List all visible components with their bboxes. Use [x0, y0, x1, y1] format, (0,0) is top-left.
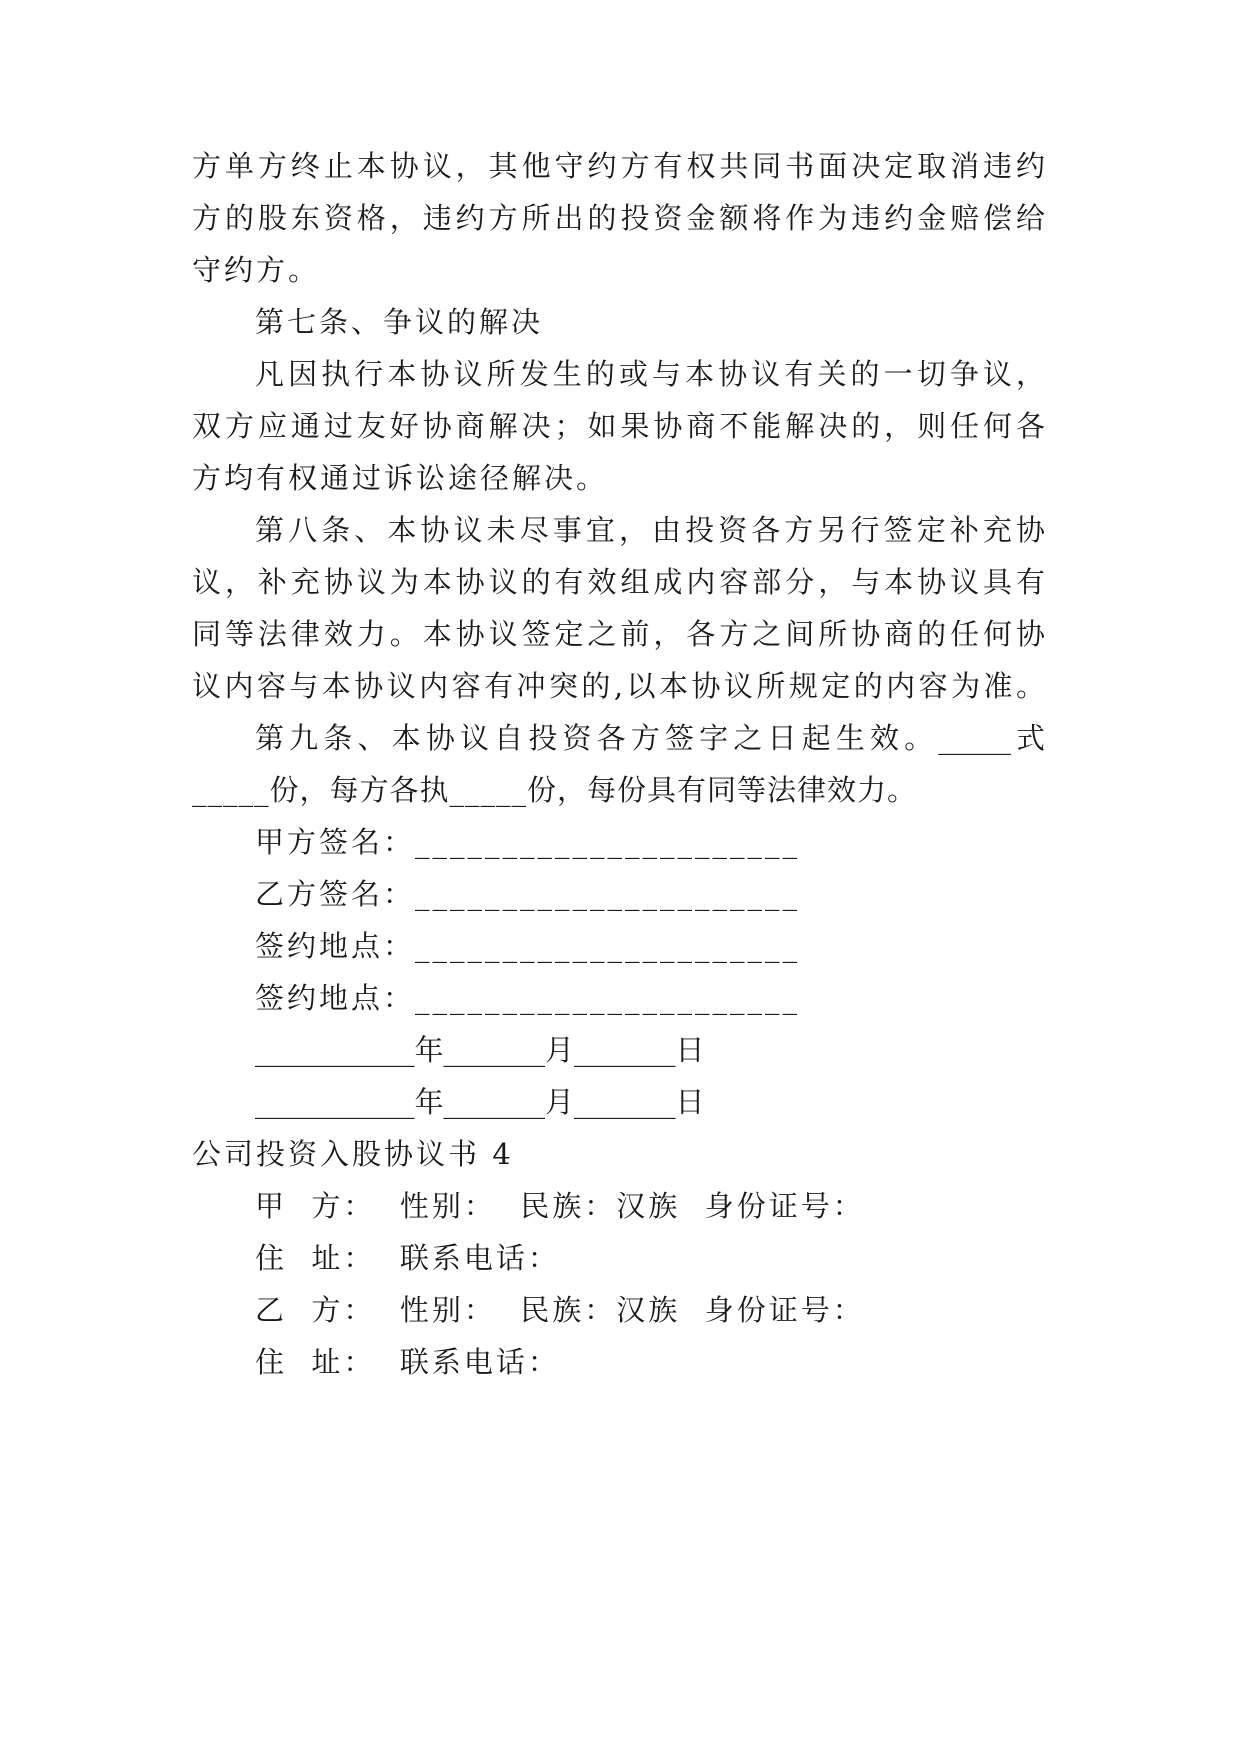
signing-location-line-2: 签约地点：______________________ — [255, 981, 801, 1015]
section-title: 公司投资入股协议书 4 — [192, 1137, 514, 1171]
paragraph-line-1: 方单方终止本协议，其他守约方有权共同书面决定取消违约 — [192, 149, 1045, 183]
signing-location-line-1: 签约地点：______________________ — [255, 929, 801, 963]
article-7-line-3: 方均有权通过诉讼途径解决。 — [192, 461, 609, 495]
article-7-heading: 第七条、争议的解决 — [255, 305, 544, 339]
article-8-line-2: 议，补充协议为本协议的有效组成内容部分，与本协议具有 — [192, 565, 1045, 599]
article-7-line-2: 双方应通过友好协商解决；如果协商不能解决的，则任何各 — [192, 409, 1045, 443]
article-9-line-2: _____份，每方各执_____份，每份具有同等法律效力。 — [192, 773, 918, 807]
article-8-line-1: 第八条、本协议未尽事宜，由投资各方另行签定补充协 — [255, 513, 1045, 547]
article-8-line-4: 议内容与本协议内容有冲突的,以本协议所规定的内容为准。 — [192, 669, 1045, 703]
party-a-address-line: 住 址： 联系电话： — [255, 1241, 560, 1275]
article-8-line-3: 同等法律效力。本协议签定之前，各方之间所协商的任何协 — [192, 617, 1045, 651]
party-b-address-line: 住 址： 联系电话： — [255, 1345, 560, 1379]
party-b-info-line: 乙 方： 性别： 民族：汉族 身份证号： — [255, 1293, 865, 1327]
article-9-line-1: 第九条、本协议自投资各方签字之日起生效。_____式 — [255, 721, 1045, 755]
paragraph-line-3: 守约方。 — [192, 253, 321, 287]
party-b-signature-line: 乙方签名：______________________ — [255, 877, 801, 911]
article-7-line-1: 凡因执行本协议所发生的或与本协议有关的一切争议， — [255, 357, 1045, 391]
party-a-signature-line: 甲方签名：______________________ — [255, 825, 801, 859]
party-a-info-line: 甲 方： 性别： 民族：汉族 身份证号： — [255, 1189, 865, 1223]
date-line-2: ___________年_______月_______日 — [255, 1085, 705, 1119]
paragraph-line-2: 方的股东资格，违约方所出的投资金额将作为违约金赔偿给 — [192, 201, 1045, 235]
date-line-1: ___________年_______月_______日 — [255, 1033, 705, 1067]
